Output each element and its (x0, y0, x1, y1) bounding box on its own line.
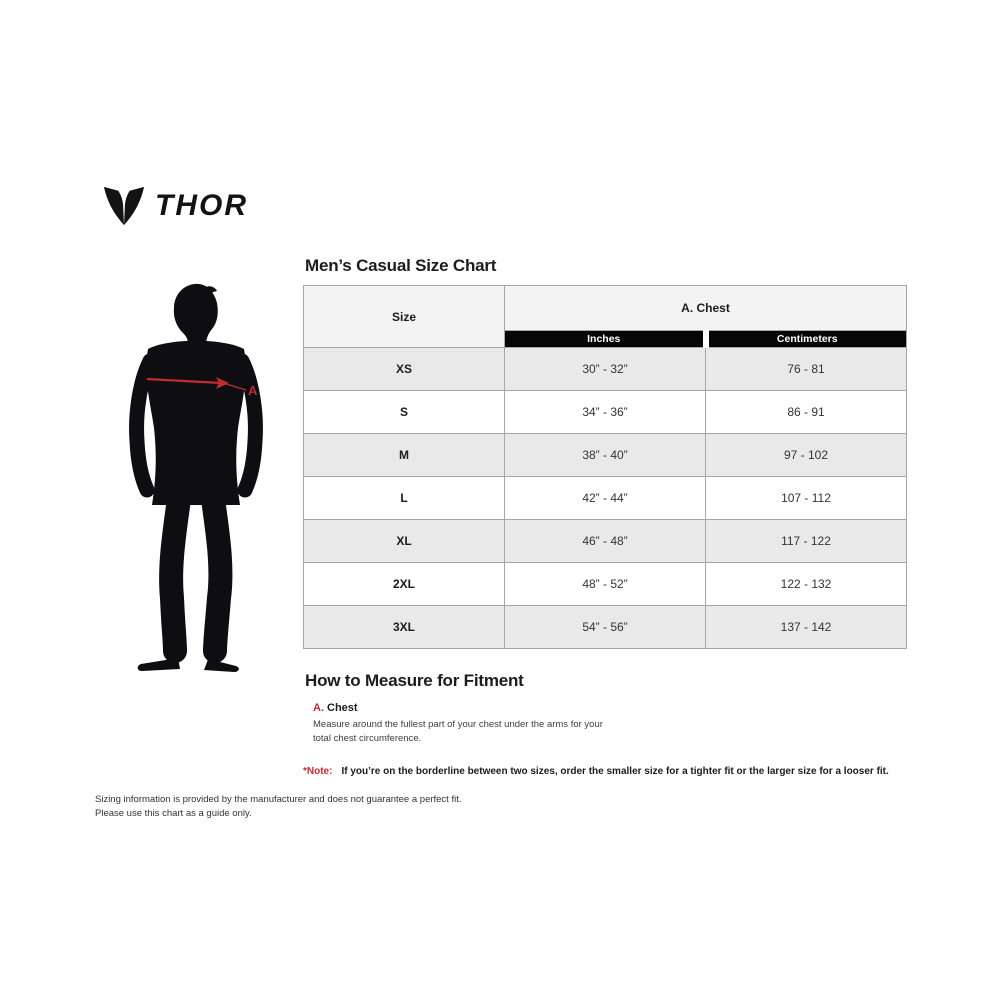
size-cell: 3XL (304, 606, 505, 649)
centimeters-cell: 137 - 142 (706, 606, 907, 649)
description-line: total chest circumference. (313, 733, 422, 745)
centimeters-cell: 97 - 102 (706, 434, 907, 477)
description-line: Measure around the fullest part of your chest under the arms for your (313, 719, 603, 730)
size-row (304, 563, 907, 606)
table-header-row (304, 286, 907, 331)
inches-cell: 46” - 48” (505, 520, 706, 563)
brand-logo (103, 186, 248, 226)
size-row (304, 477, 907, 520)
measure-item-name: Chest (327, 702, 358, 714)
inches-cell: 38” - 40” (505, 434, 706, 477)
chart-title: Men’s Casual Size Chart (305, 256, 497, 275)
size-row (304, 520, 907, 563)
size-cell: XL (304, 520, 505, 563)
centimeters-cell: 107 - 112 (706, 477, 907, 520)
measure-item-title (313, 702, 603, 714)
size-cell: L (304, 477, 505, 520)
chest-column-header: A. Chest (505, 286, 907, 331)
disclaimer-line: Please use this chart as a guide only. (95, 808, 252, 820)
male-silhouette-figure (122, 283, 292, 673)
disclaimer-line: Sizing information is provided by the manufacturer and does not guarantee a perfect fit. (95, 794, 462, 805)
size-row (304, 348, 907, 391)
size-row (304, 391, 907, 434)
brand-name: THOR (155, 189, 248, 222)
size-cell: 2XL (304, 563, 505, 606)
measure-item-chest (313, 702, 603, 747)
how-to-measure-heading: How to Measure for Fitment (305, 671, 524, 690)
chest-measure-label: A (248, 383, 258, 398)
size-chart-table (303, 285, 907, 649)
centimeters-cell: 86 - 91 (706, 391, 907, 434)
size-cell: S (304, 391, 505, 434)
inches-cell: 48” - 52” (505, 563, 706, 606)
size-cell: M (304, 434, 505, 477)
size-cell: XS (304, 348, 505, 391)
inches-cell: 42” - 44” (505, 477, 706, 520)
centimeters-column-header: Centimeters (706, 331, 907, 348)
size-row (304, 606, 907, 649)
centimeters-cell: 122 - 132 (706, 563, 907, 606)
note-text: If you’re on the borderline between two sizes, order the smaller size for a tighter fit or the larger size for a looser fit. (341, 766, 889, 777)
size-column-header: Size (304, 286, 505, 348)
measure-item-key: A. (313, 702, 324, 714)
size-row (304, 434, 907, 477)
silhouette-shape (137, 284, 256, 672)
sizing-note (303, 766, 889, 777)
inches-cell: 30” - 32” (505, 348, 706, 391)
inches-column-header: Inches (505, 331, 706, 348)
disclaimer (95, 793, 462, 822)
thor-horns-icon (103, 186, 145, 226)
note-label: *Note: (303, 766, 333, 777)
inches-cell: 34” - 36” (505, 391, 706, 434)
measure-item-description (313, 718, 603, 747)
centimeters-cell: 117 - 122 (706, 520, 907, 563)
centimeters-cell: 76 - 81 (706, 348, 907, 391)
inches-cell: 54” - 56” (505, 606, 706, 649)
